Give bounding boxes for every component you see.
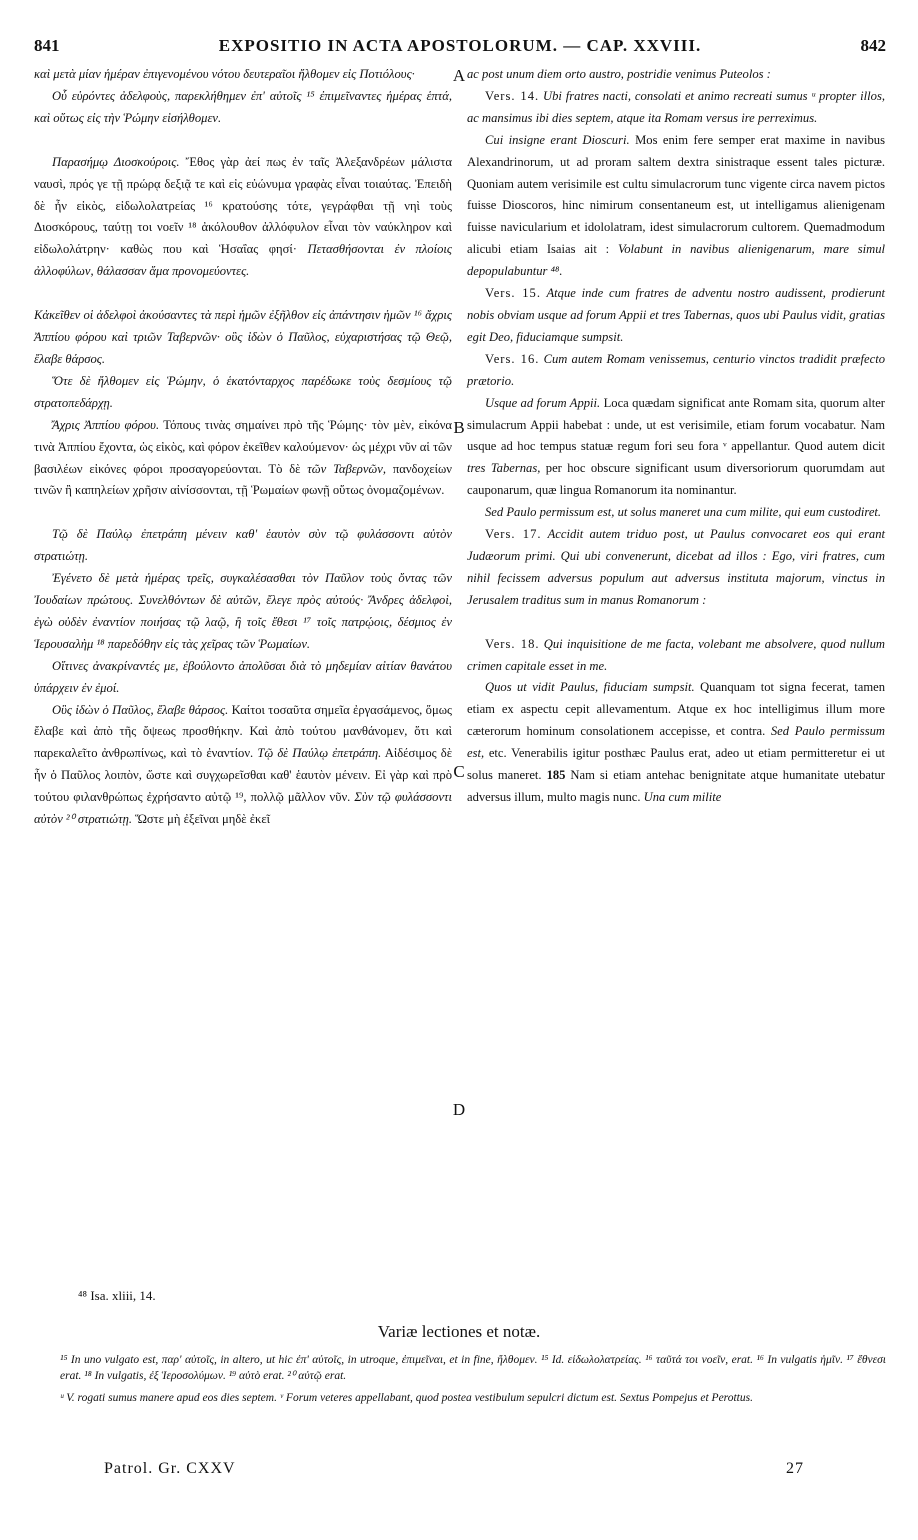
latin-commentary: Quanquam tot signa fecerat, tamen etiam ex aspectu cepit allevamentum. Atque ex hoc intelligimus illum more cæterorum hominum consolationem accepisse, et contra. — [467, 680, 885, 739]
greek-paragraph — [34, 415, 452, 503]
greek-text: Οἵτινες ἀνακρίναντές με, ἐβούλοντο ἀπολῦσαι διὰ τὸ μηδεμίαν αἰτίαν θανάτου ὑπάρχειν ἐν ἐμοί. — [34, 658, 452, 695]
quotation: Σὺν τῷ φυλάσσοντι αὐτὸν ²⁰ στρατιώτῃ. — [34, 790, 452, 827]
paragraph-gap — [467, 612, 885, 634]
greek-paragraph — [34, 524, 452, 568]
greek-paragraph — [34, 152, 452, 283]
footer-sheet-number: 27 — [786, 1460, 804, 1477]
latin-commentary: etc. Venerabilis igitur posthæc Paulus erat, adeo ut etiam permitteretur ei ut solus maneret. — [467, 746, 885, 783]
paragraph-gap — [34, 502, 452, 524]
greek-paragraph — [34, 371, 452, 415]
greek-commentary: πανδοχείων τινῶν ἢ καπηλείων χρῆσιν αἰνίσσονται, τῇ Ῥωμαίων φωνῇ οὕτως ὀνομαζομένων. — [34, 461, 453, 498]
latin-verse-text: Qui inquisitione de me facta, volebant me absolvere, quod nullum crimen capitale esset in me. — [467, 636, 886, 673]
page-footer — [104, 1460, 804, 1482]
greek-commentary: Ὥστε μὴ ἐξεῖναι μηδὲ ἐκεῖ — [131, 812, 271, 827]
greek-commentary: Αἰδέσιμος δὲ ἦν ὁ Παῦλος λοιπὸν, ὥστε καὶ συγχωρεῖσθαι καθ' ἑαυτὸν μένειν. Εἰ γὰρ καὶ πρὸ τούτου φιλανθρώπως ἐχρήσαντο αὐτῷ ¹⁹, πολλῷ μᾶλλον νῦν. — [34, 746, 452, 805]
latin-verse-text: Ubi fratres nacti, consolati et animo recreati sumus ᵘ propter illos, ac mansimus ibi dies septem, atque ita Romam versus ire perreximus. — [467, 88, 885, 125]
latin-paragraph — [467, 393, 885, 503]
verse-label: Vers. 15. — [485, 286, 541, 301]
variant-notes — [60, 1352, 886, 1406]
quotation: Τῷ δὲ Παύλῳ ἐπετράπη. — [257, 746, 382, 761]
greek-commentary: Ἔθος γὰρ ἀεί πως ἐν ταῖς Ἀλεξανδρέων μάλιστα ναυσὶ, πρός γε τῇ πρώρᾳ δεξιᾷ τε καὶ εἰς εὐώνυμα γραφὰς εἶναι τοιαύτας. Ἐπειδὴ δὲ ἦν εἰκὸς, εἰδωλολατρείας ¹⁶ κρατούσης τότε, γεγράφθαι τῇ νηὶ τοὺς Διοσκόρους, ταύτῃ τοι νοεῖν ¹⁸ ἀκόλουθον ἀλλόφυλον εἶναι τὸν ναύκληρον καὶ εἰδωλολάτρην· καθὼς που καὶ Ἡσαΐας φησί· — [34, 154, 452, 257]
latin-commentary: Mos enim fere semper erat maxime in navibus Alexandrinorum, ut ad proram saltem dextra sinistraque essent tales picturæ. Quoniam autem verisimile est cultu simulacrorum tunc vigente circa navem pictos fuisse Dioscoros, hinc nimirum consentaneum est, ut intelligamus alienigenam fuisse navicularium et idololatram, idest simulacrorum cultorem. Quemadmodum alicubi etiam Isaias ait : — [467, 132, 885, 257]
margin-letter-c: C — [453, 762, 465, 781]
notes-line-latin: ᵘ V. rogati sumus manere apud eos dies septem. ᵛ Forum veteres appellabant, quod postea vestibulum sepulcri dictum est. Sextus Pompejus et Perottus. — [60, 1392, 753, 1404]
latin-column — [467, 64, 885, 809]
latin-commentary: Nam si etiam antehac benignitate atque humanitate utebatur adversus illum, multo magis nunc. — [467, 768, 885, 804]
margin-letter-d: D — [452, 1100, 466, 1119]
lemma: Cui insigne erant Dioscuri. — [485, 132, 630, 147]
quotation: tres Tabernas, — [467, 461, 541, 476]
variae-lectiones-title: Variæ lectiones et notæ. — [377, 1322, 541, 1341]
lemma: Παρασήμῳ Διοσκούροις. — [52, 154, 180, 169]
page-number-left: 841 — [34, 36, 60, 55]
quotation: Volabunt in navibus alienigenarum, mare simul depopulabuntur ⁴⁸. — [467, 242, 885, 279]
latin-paragraph — [467, 677, 885, 808]
verse-label: Vers. 16. — [485, 351, 540, 366]
running-title: EXPOSITIO IN ACTA APOSTOLORUM. — CAP. XXVIII. — [218, 36, 702, 55]
latin-commentary: per hoc obscure significant usum diversoriorum quorumdam aut cauponarum, quæ lingua Romanorum ita nominantur. — [467, 461, 885, 498]
latin-paragraph — [467, 349, 885, 393]
lemma: Ἄχρις Ἀππίου φόρου. — [52, 417, 160, 432]
greek-paragraph — [34, 86, 452, 130]
latin-commentary: Loca quædam significat ante Romam sita, quorum alter simulacrum Appii habebat : unde, ut est verisimile, etiam forum vocabatur. Nam usque ad hoc tempus statuæ regum fori seu fora ᵛ appellantur. Quod autem dicit — [467, 395, 886, 454]
latin-paragraph — [467, 634, 885, 678]
verse-label: Vers. 14. — [485, 88, 540, 103]
column-number: 185 — [546, 768, 566, 783]
quotation: Πετασθήσονται ἐν πλοίοις ἀλλοφύλων, θάλασσαν ἅμα προνομεύοντες. — [34, 242, 452, 279]
page-number-right: 842 — [860, 36, 886, 55]
greek-paragraph — [34, 64, 452, 86]
footer-series: Patrol. Gr. CXXV — [104, 1460, 236, 1477]
notes-line-greek: ¹⁵ In uno vulgato est, παρ' αὐτοῖς, in altero, ut hic ἐπ' αὐτοῖς, in utroque, ἐπιμεῖναι, et in fine, ἤλθομεν. ¹⁵ Id. εἰδωλολατρείας. ¹⁶ ταῦτά τοι νοεῖν, erat. ¹⁶ In vulgatis ἡμῖν. ¹⁷ ἔθνεσι erat. ¹⁸ In vulgatis, ἐξ Ἱεροσολύμων. ¹⁹ αὐτὸ erat. ²⁰ αὐτῷ erat. — [60, 1354, 886, 1382]
greek-text: Οὗ εὑρόντες ἀδελφοὺς, παρεκλήθημεν ἐπ' αὐτοῖς ¹⁵ ἐπιμεῖναντες ἡμέρας ἑπτά, καὶ οὕτως εἰς τὴν Ῥώμην εἰσήλθομεν. — [34, 88, 452, 125]
latin-verse-text: Cum autem Romam venissemus, centurio vinctos tradidit præfecto prætorio. — [467, 351, 886, 388]
paragraph-gap — [34, 130, 452, 152]
latin-paragraph — [467, 130, 885, 283]
latin-verse-text: Atque inde cum fratres de adventu nostro audissent, prodierunt nobis obviam usque ad forum Appii et tres Tabernas, quos ubi Paulus vidit, gratias egit Deo, fiduciamque sumpsit. — [467, 286, 885, 344]
margin-letter-b: B — [453, 418, 465, 437]
verse-label: Vers. 17. — [485, 527, 542, 542]
latin-text: Sed Paulo permissum est, ut solus maneret una cum milite, qui eum custodiret. — [485, 505, 882, 520]
latin-paragraph — [467, 524, 885, 612]
lemma: Quos ut vidit Paulus, fiduciam sumpsit. — [485, 680, 695, 695]
quotation: Sed Paulo permissum est, — [467, 724, 885, 761]
greek-paragraph — [34, 568, 452, 656]
greek-column — [34, 64, 452, 831]
footnote-isaiah: ⁴⁸ Isa. xliii, 14. — [78, 1288, 156, 1303]
latin-paragraph — [467, 86, 885, 130]
greek-text: Τῷ δὲ Παύλῳ ἐπετράπη μένειν καθ' ἑαυτὸν σὺν τῷ φυλάσσοντι αὐτὸν στρατιώτῃ. — [34, 527, 452, 564]
greek-paragraph — [34, 305, 452, 371]
greek-paragraph — [34, 656, 452, 700]
greek-text: καὶ μετὰ μίαν ἡμέραν ἐπιγενομένου νότου δευτεραῖοι ἤλθομεν εἰς Ποτιόλους· — [34, 67, 415, 81]
latin-text: ac post unum diem orto austro, postridie venimus Puteolos : — [467, 67, 771, 81]
verse-label: Vers. 18. — [485, 636, 540, 651]
paragraph-gap — [34, 283, 452, 305]
running-header — [34, 36, 886, 62]
latin-paragraph — [467, 64, 885, 86]
greek-commentary: Καίτοι τοσαῦτα σημεῖα ἐργασάμενος, ὅμως ἔλαβε καὶ ἀπὸ τῆς ὄψεως προσθήκην. Καὶ ἀπὸ τούτου μανθάνομεν, ὅτι καὶ παρεκαλεῖτο ἀνθρωπίνως, καὶ τὸ ἐναντίον. — [34, 702, 452, 761]
lemma: Usque ad forum Appii. — [485, 395, 601, 410]
margin-letter-a: A — [452, 66, 466, 85]
latin-paragraph — [467, 283, 885, 349]
latin-paragraph — [467, 502, 885, 524]
quotation: τῶν Ταβερνῶν, — [307, 461, 387, 476]
latin-verse-text: Accidit autem triduo post, ut Paulus convocaret eos qui erant Judæorum primi. Qui ubi convenerunt, dicebat ad illos : Ego, viri fratres, cum nihil fecissem adversus populum aut adversus instituta majorum, vinctus in Jerusalem traditus sum in manus Romanorum : — [467, 527, 886, 607]
greek-commentary: Τόπους τινὰς σημαίνει πρὸ τῆς Ῥώμης· τὸν μὲν, εἰκόνα τινὰ Ἀππίου ἔχοντα, ὡς εἰκὸς, καὶ φόρον ἐκεῖθεν καλούμενον· ὡς μέχρι νῦν αἱ τῶν βασιλέων εἰκόνες φόροι προσαγορεύονται. Τὸ δὲ — [34, 417, 452, 476]
greek-text: Ἐγένετο δὲ μετὰ ἡμέρας τρεῖς, συγκαλέσασθαι τὸν Παῦλον τοὺς ὄντας τῶν Ἰουδαίων πρώτους. Συνελθόντων δὲ αὐτῶν, ἔλεγε πρὸς αὐτούς· Ἄνδρες ἀδελφοὶ, ἐγὼ οὐδὲν ἐναντίον ποιήσας τῷ λαῷ, ἢ τοῖς ἔθεσι ¹⁷ τοῖς πατρῴοις, δέσμιος ἐν Ἱερουσαλὴμ ¹⁸ παρεδόθην εἰς τὰς χεῖρας τῶν Ῥωμαίων. — [34, 571, 452, 651]
greek-paragraph — [34, 700, 452, 831]
quotation: Una cum milite — [643, 790, 722, 804]
greek-text: Ὅτε δὲ ἤλθομεν εἰς Ῥώμην, ὁ ἑκατόνταρχος παρέδωκε τοὺς δεσμίους τῷ στρατοπεδάρχῃ. — [34, 373, 452, 410]
greek-text: Κἀκεῖθεν οἱ ἀδελφοὶ ἀκούσαντες τὰ περὶ ἡμῶν ἐξῆλθον εἰς ἀπάντησιν ἡμῶν ¹⁶ ἄχρις Ἀππίου φόρου καὶ τριῶν Ταβερνῶν· οὓς ἰδὼν ὁ Παῦλος, εὐχαριστήσας τῷ Θεῷ, ἔλαβε θάρσος. — [34, 308, 452, 366]
lemma: Οὓς ἰδὼν ὁ Παῦλος, ἔλαβε θάρσος. — [52, 702, 229, 717]
